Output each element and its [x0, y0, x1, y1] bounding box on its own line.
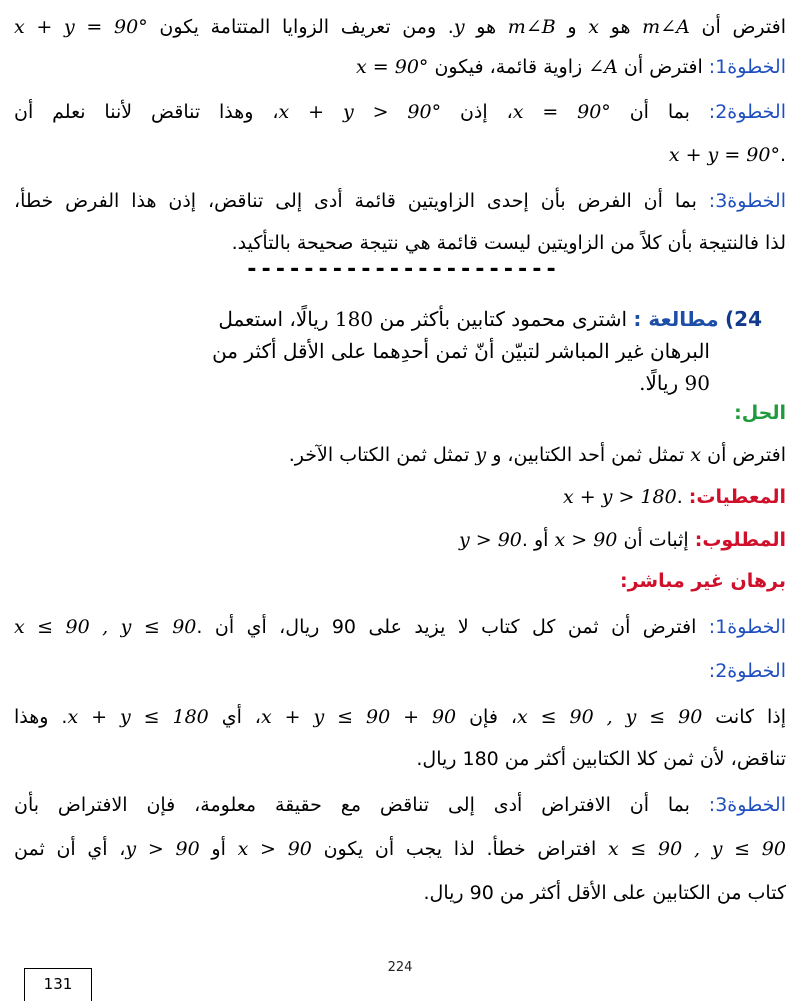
text: ، فإن [456, 706, 517, 728]
given-label: المعطيات: [688, 486, 786, 508]
math-x: x [588, 16, 599, 38]
math-equation: x + y ≤ 180 [67, 706, 209, 728]
text: افتراض خطأ. لذا يجب أن يكون [311, 838, 608, 860]
proof-step2-line-b [14, 744, 786, 774]
proof-step3-line-b [14, 834, 786, 864]
exercise-text: 90 ريالًا. [639, 371, 710, 395]
step3-line-b [14, 228, 786, 258]
text: افترض أن [701, 444, 786, 466]
text: افترض أن [617, 56, 709, 78]
text: زاوية قائمة، فيكون [428, 56, 589, 78]
text: افترض أن ثمن كل كتاب لا يزيد على 90 ريال، أي أن [202, 616, 709, 638]
text: ، إذن [441, 101, 513, 123]
separator-line: ---------------------- [245, 257, 559, 282]
text: بما أن [610, 101, 709, 123]
text: ، أي [208, 706, 261, 728]
solution-label-line [14, 398, 786, 428]
math-equation: x + y ≤ 90 + 90 [260, 706, 457, 728]
text: هو [464, 16, 508, 38]
text: إذا كانت [702, 706, 786, 728]
proof-step2-line-a [14, 702, 786, 732]
text: أو [527, 529, 555, 551]
math-y: y [475, 444, 487, 466]
text: . ومن تعريف الزوايا المتتامة يكون [147, 16, 454, 38]
text: أو [199, 838, 238, 860]
text: هو [598, 16, 643, 38]
step-label: الخطوة2: [708, 660, 786, 682]
text: تناقض، لأن ثمن كلا الكتابين أكثر من 180 ريال. [416, 748, 786, 770]
assume-line [14, 440, 786, 470]
proof-step3-line-a [14, 790, 786, 820]
text: تمثل ثمن الكتاب الآخر. [288, 444, 476, 466]
required-line: المطلوب: إثبات أن x > 90 أو .y > 90 [458, 529, 786, 551]
exercise-number: 24) [725, 307, 762, 331]
math-angle-a: m∠A [642, 16, 690, 38]
math-equation: x + y = 90° [668, 144, 780, 166]
page-box-number: 131 [24, 968, 92, 1001]
math-equation: x + y = 90° [14, 16, 148, 38]
text: و [555, 16, 589, 38]
given-line: المعطيات: .x + y > 180 [562, 486, 786, 508]
text: كتاب من الكتابين على الأقل أكثر من 90 ريال. [423, 882, 786, 904]
text: بما أن الفرض بأن إحدى الزاويتين قائمة أدى إلى تناقض، إذن هذا الفرض خطأ، [14, 190, 709, 212]
step-label: الخطوة3: [708, 190, 786, 212]
exercise-line-2 [14, 336, 710, 366]
text: بما أن الافتراض أدى إلى تناقض مع حقيقة معلومة، فإن الافتراض بأن [14, 794, 709, 816]
proof-step3-line-c [14, 878, 786, 908]
step2-line-b: .x + y = 90° [668, 144, 786, 166]
math-equation: y > 90 [458, 529, 522, 551]
step1-line [14, 52, 786, 82]
step-label: الخطوة3: [708, 794, 786, 816]
math-equation: x = 90° [512, 101, 611, 123]
math-angle-b: m∠B [507, 16, 556, 38]
text: إثبات أن [617, 529, 695, 551]
math-y: y [453, 16, 465, 38]
step-label: الخطوة2: [708, 101, 786, 123]
indirect-proof-heading: برهان غير مباشر: [619, 570, 786, 592]
text: ، أي أن ثمن [14, 838, 126, 860]
exercise-label: مطالعة : [633, 307, 719, 331]
math-equation: x + y > 180 [562, 486, 677, 508]
exercise-line-1 [14, 304, 762, 334]
math-equation: y > 90 [125, 838, 200, 860]
proof-step2-label-line [14, 656, 786, 686]
complementary-intro-line [14, 12, 786, 42]
math-angle: ∠A [588, 56, 618, 78]
exercise-line-3 [14, 368, 710, 398]
math-equation: x ≤ 90 , y ≤ 90 [14, 616, 197, 638]
exercise-text: البرهان غير المباشر لتبيّن أنّ ثمن أحدِهما على الأقل أكثر من [212, 339, 710, 363]
text: لذا فالنتيجة بأن كلاً من الزاويتين ليست قائمة هي نتيجة صحيحة بالتأكيد. [231, 232, 786, 254]
indirect-proof-line [14, 566, 786, 596]
step-label: الخطوة1: [708, 56, 786, 78]
math-equation: x > 90 [554, 529, 618, 551]
step-label: الخطوة1: [708, 616, 786, 638]
step3-line-a [14, 186, 786, 216]
math-equation: x + y > 90° [278, 101, 442, 123]
math-equation: x = 90° [356, 56, 429, 78]
exercise-text: اشترى محمود كتابين بأكثر من 180 ريالًا، استعمل [218, 307, 634, 331]
proof-step1-line: الخطوة1: افترض أن ثمن كل كتاب لا يزيد على 90 ريال، أي أن .x ≤ 90 , y ≤ 90 [14, 616, 786, 638]
page-number: 224 [387, 960, 413, 975]
math-equation: x ≤ 90 , y ≤ 90 [607, 838, 786, 860]
text: افترض أن [689, 16, 786, 38]
text: تمثل ثمن أحد الكتابين، و [486, 444, 691, 466]
math-equation: x > 90 [237, 838, 312, 860]
math-equation: x ≤ 90 , y ≤ 90 [516, 706, 703, 728]
text: . وهذا [14, 706, 68, 728]
step2-line-a [14, 97, 786, 127]
math-x: x [690, 444, 702, 466]
required-label: المطلوب: [694, 529, 786, 551]
solution-label: الحل: [734, 402, 786, 424]
text: ، وهذا تناقض لأننا نعلم أن [14, 101, 279, 123]
